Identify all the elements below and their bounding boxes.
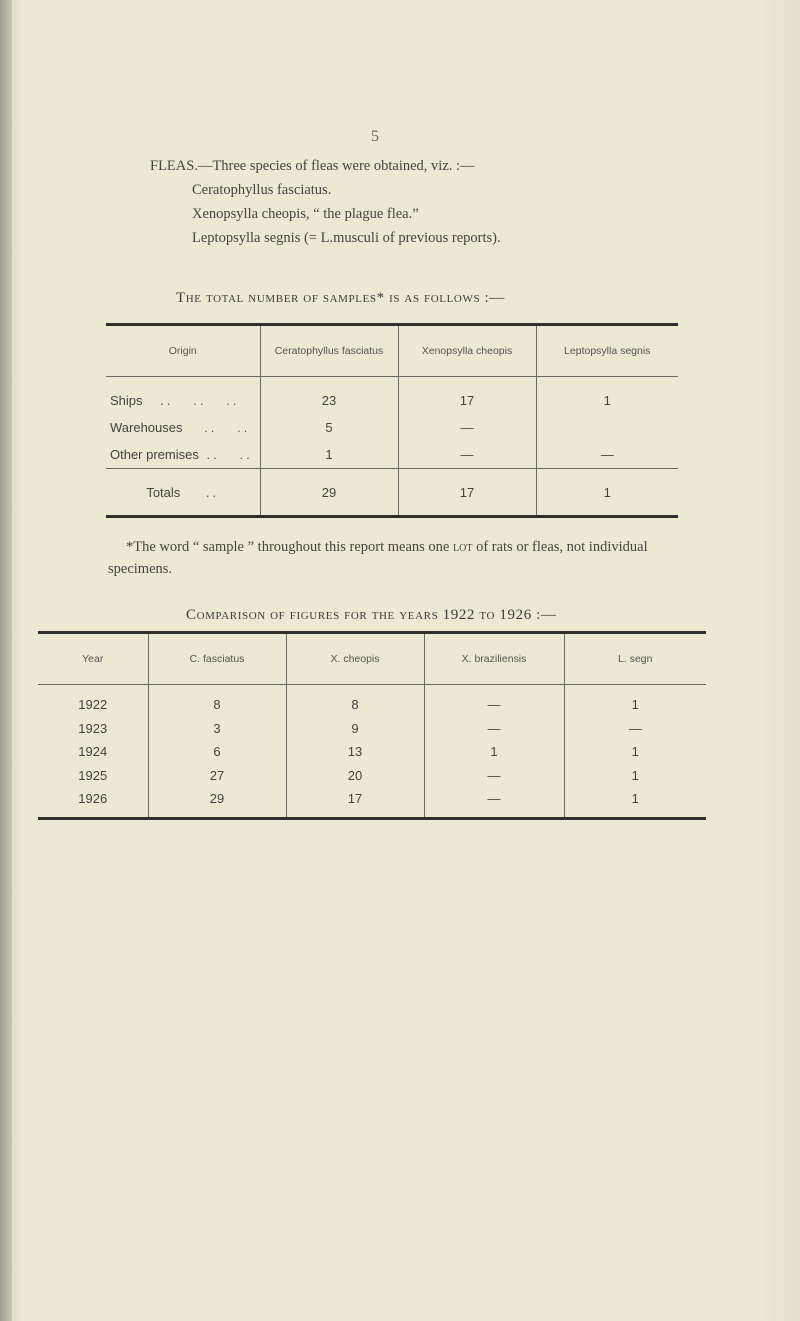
cell: 9 — [286, 717, 424, 741]
cell: 1 — [564, 740, 706, 764]
cell: 17 — [398, 377, 536, 415]
table-row — [38, 717, 706, 741]
cell: 1 — [536, 469, 678, 517]
table-row — [38, 787, 706, 818]
row-origin: Other premises .. .. — [110, 447, 253, 462]
table-row — [38, 685, 706, 717]
cell: 27 — [148, 764, 286, 788]
year-cell: 1924 — [78, 744, 108, 760]
col-c-fasciatus: C. fasciatus — [148, 633, 286, 685]
cell: 6 — [148, 740, 286, 764]
species-xenopsylla: Xenopsylla cheopis, “ the plague flea.” — [192, 206, 419, 222]
page-binding-edge — [0, 0, 12, 1321]
cell: 17 — [286, 787, 424, 818]
cell: 3 — [148, 717, 286, 741]
table-row — [106, 441, 678, 469]
row-origin: Ships .. .. .. — [110, 393, 240, 408]
comparison-heading: Comparison of figures for the years 1922 to 1926 :— — [186, 607, 557, 623]
fleas-paragraph — [150, 154, 730, 250]
cell: 1 — [564, 685, 706, 717]
table-row — [106, 377, 678, 415]
cell: — — [424, 717, 564, 741]
cell: 8 — [148, 685, 286, 717]
col-x-braziliensis: X. braziliensis — [424, 633, 564, 685]
cell: 5 — [260, 414, 398, 441]
samples-heading: The total number of samples* is as follows :— — [176, 290, 505, 306]
col-xenopsylla: Xenopsylla cheopis — [398, 325, 536, 377]
fleas-intro-line: FLEAS.—Three species of fleas were obtained, viz. :— — [150, 158, 475, 174]
totals-label: Totals .. — [146, 484, 220, 500]
cell: — — [398, 441, 536, 469]
cell: 29 — [260, 469, 398, 517]
row-origin: Warehouses .. .. — [110, 420, 251, 435]
col-origin: Origin — [106, 325, 260, 377]
species-leptopsylla: Leptopsylla segnis (= L.musculi of previous reports). — [192, 230, 501, 246]
cell: 1 — [564, 787, 706, 818]
col-leptopsylla: Leptopsylla segnis — [536, 325, 678, 377]
table-row — [38, 764, 706, 788]
cell: 1 — [260, 441, 398, 469]
cell — [536, 414, 678, 441]
species-ceratophyllus: Ceratophyllus fasciatus. — [192, 182, 332, 198]
footnote: *The word “ sample ” throughout this report means one lot of rats or fleas, not individual specimens. — [108, 539, 648, 577]
cell: 23 — [260, 377, 398, 415]
col-l-segnis: L. segn — [564, 633, 706, 685]
year-cell: 1922 — [78, 697, 108, 713]
col-year: Year — [38, 633, 148, 685]
year-cell: 1926 — [78, 791, 108, 807]
cell: — — [398, 414, 536, 441]
table-row — [38, 740, 706, 764]
cell: 1 — [424, 740, 564, 764]
cell: 17 — [398, 469, 536, 517]
samples-header-row — [106, 325, 678, 377]
footnote-lot: lot — [452, 539, 473, 555]
samples-table — [106, 323, 678, 518]
cell: 1 — [564, 764, 706, 788]
cell: 13 — [286, 740, 424, 764]
table-row — [106, 414, 678, 441]
cell: — — [564, 717, 706, 741]
page-number: 5 — [371, 128, 379, 145]
col-x-cheopis: X. cheopis — [286, 633, 424, 685]
totals-row — [106, 469, 678, 517]
cell: — — [424, 685, 564, 717]
cell: 29 — [148, 787, 286, 818]
cell: 20 — [286, 764, 424, 788]
cell: — — [424, 764, 564, 788]
year-cell: 1923 — [78, 720, 108, 736]
cell: — — [424, 787, 564, 818]
cell: 1 — [536, 377, 678, 415]
col-ceratophyllus: Ceratophyllus fasciatus — [260, 325, 398, 377]
cell: 8 — [286, 685, 424, 717]
year-cell: 1925 — [78, 767, 108, 783]
comparison-header-row — [38, 633, 706, 685]
cell: — — [536, 441, 678, 469]
comparison-table — [38, 631, 706, 820]
